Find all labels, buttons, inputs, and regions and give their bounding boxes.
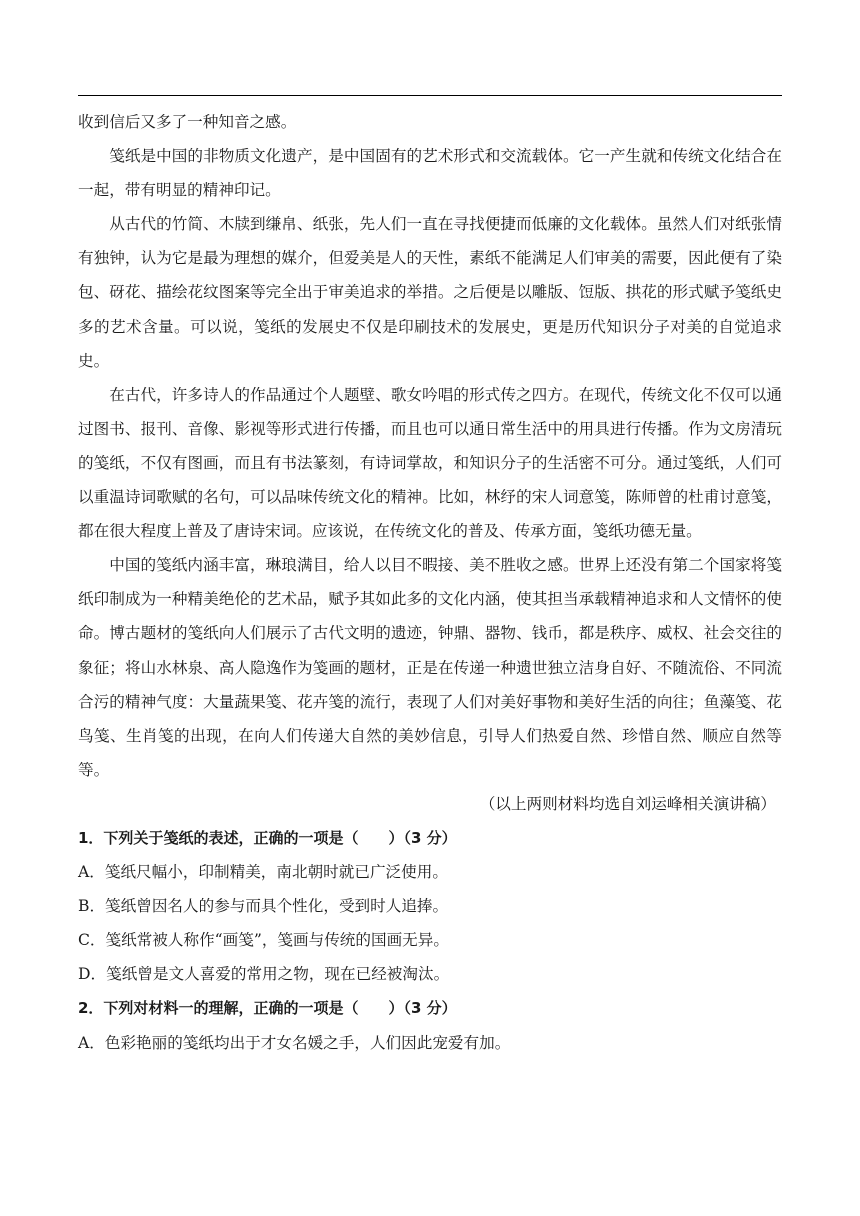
answer-option: C．笺纸常被人称作“画笺”，笺画与传统的国画无异。 (78, 931, 449, 950)
passage-paragraph: 中国的笺纸内涵丰富，琳琅满目，给人以目不暇接、美不胜收之感。世界上还没有第二个国家将笺纸印制成为一种精美绝伦的艺术品，赋予其如此多的文化内涵，使其担当承载精神追求和人文情怀的使命。博古题材的笺纸向人们展示了古代文明的遗迹，钟鼎、器物、钱币，都是秩序、威权、社会交往的象征；将山水林泉、高人隐逸作为笺画的题材，正是在传递一种遗世独立洁身自好、不随流俗、不同流合污的精神气度：大量蔬果笺、花卉笺的流行，表现了人们对美好事物和美好生活的向往；鱼藻笺、花鸟笺、生肖笺的出现，在向人们传递大自然的美妙信息，引导人们热爱自然、珍惜自然、顺应自然等等。 (78, 556, 782, 779)
header-rule (78, 95, 782, 96)
document-body (78, 105, 782, 1060)
question-stem: 1．下列关于笺纸的表述，正确的一项是（ ）（3 分） (78, 828, 457, 847)
answer-option: D．笺纸曾是文人喜爱的常用之物，现在已经被淘汰。 (78, 965, 450, 984)
answer-option: A．笺纸尺幅小，印制精美，南北朝时就已广泛使用。 (78, 863, 448, 882)
passage-paragraph: 笺纸是中国的非物质文化遗产，是中国固有的艺术形式和交流载体。它一产生就和传统文化结合在一起，带有明显的精神印记。 (78, 147, 782, 200)
answer-option: B．笺纸曾因名人的参与而具个性化，受到时人追捧。 (78, 897, 449, 916)
passage-source: （以上两则材料均选自刘运峰相关演讲稿） (479, 794, 776, 813)
passage-paragraph: 从古代的竹简、木牍到缣帛、纸张，先人们一直在寻找便捷而低廉的文化载体。虽然人们对纸张情有独钟，认为它是最为理想的媒介，但爱美是人的天性，素纸不能满足人们审美的需要，因此便有了染包、砑花、描绘花纹图案等完全出于审美追求的举措。之后便是以雕版、饾版、拱花的形式赋予笺纸史多的艺术含量。可以说，笺纸的发展史不仅是印刷技术的发展史，更是历代知识分子对美的自觉追求史。 (78, 215, 782, 370)
question-stem: 2．下列对材料一的理解，正确的一项是（ ）（3 分） (78, 999, 457, 1018)
passage-paragraph: 在古代，许多诗人的作品通过个人题壁、歌女吟唱的形式传之四方。在现代，传统文化不仅可以通过图书、报刊、音像、影视等形式进行传播，而且也可以通日常生活中的用具进行传播。作为文房清玩的笺纸，不仅有图画，而且有书法篆刻，有诗词掌故，和知识分子的生活密不可分。通过笺纸，人们可以重温诗词歌赋的名句，可以品味传统文化的精神。比如，林纾的宋人词意笺，陈师曾的杜甫讨意笺，都在很大程度上普及了唐诗宋词。应该说，在传统文化的普及、传承方面，笺纸功德无量。 (78, 385, 782, 541)
passage-continuation: 收到信后又多了一种知音之感。 (78, 113, 297, 131)
answer-option: A．色彩艳丽的笺纸均出于才女名媛之手，人们因此宠爱有加。 (78, 1033, 511, 1052)
